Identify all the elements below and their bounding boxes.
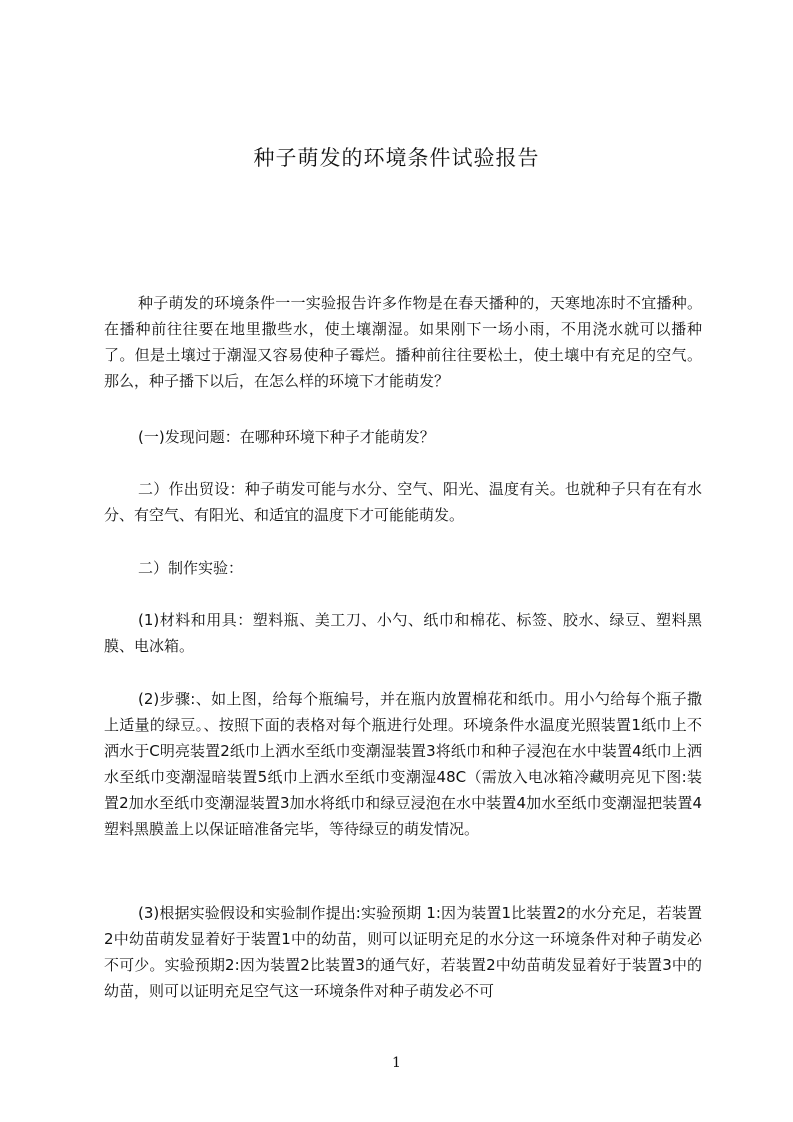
section-question: (一)发现问题：在哪种环境下种子才能萌发？: [138, 428, 435, 446]
page-number: 1: [392, 1055, 401, 1071]
page-title: 种子萌发的环境条件试验报告: [253, 146, 540, 170]
intro-paragraph: 种子萌发的环境条件一一实验报告许多作物是在春天播种的，天寒地冻时不宜播种。在播种前往往要在地里撒些水，使土壤潮湿。如果刚下一场小雨，不用浇水就可以播种了。但是土壤过于潮湿又容易使种子霉烂。播种前往往要松土，使土壤中有充足的空气。那么，种子播下以后，在怎么样的环境下才能萌发？: [104, 294, 702, 390]
section-experiment-heading: 二）制作实验：: [138, 559, 244, 577]
section-materials: (1)材料和用具：塑料瓶、美工刀、小勺、纸巾和棉花、标签、胶水、绿豆、塑料黑膜、电冰箱。: [104, 611, 702, 655]
section-predictions: (3)根据实验假设和实验制作提出:实验预期 1:因为装置1比装置2的水分充足，若装置2中幼苗萌发显着好于装置1中的幼苗，则可以证明充足的水分这一环境条件对种子萌发必不可少。实验预期2:因为装置2比装置3的通气好，若装置2中幼苗萌发显着好于装置3中的幼苗，则可以证明充足空气这一环境条件对种子萌发必不可: [104, 904, 702, 1000]
section-steps: (2)步骤:、如上图，给每个瓶编号，并在瓶内放置棉花和纸巾。用小勺给每个瓶子撒上适量的绿豆。、按照下面的表格对每个瓶进行处理。环境条件水温度光照装置1纸巾上不洒水于C明亮装置2纸巾上洒水至纸巾变潮湿装置3将纸巾和种子浸泡在水中装置4纸巾上洒水至纸巾变潮湿暗装置5纸巾上洒水至纸巾变潮湿48C（需放入电冰箱冷藏明亮见下图:装置2加水至纸巾变潮湿装置3加水将纸巾和绿豆浸泡在水中装置4加水至纸巾变潮湿把装置4塑料黑膜盖上以保证暗准备完毕，等待绿豆的萌发情况。: [104, 690, 702, 838]
section-hypothesis: 二）作出贸设：种子萌发可能与水分、空气、阳光、温度有关。也就种子只有在有水分、有空气、有阳光、和适宜的温度下才可能能萌发。: [104, 480, 702, 524]
